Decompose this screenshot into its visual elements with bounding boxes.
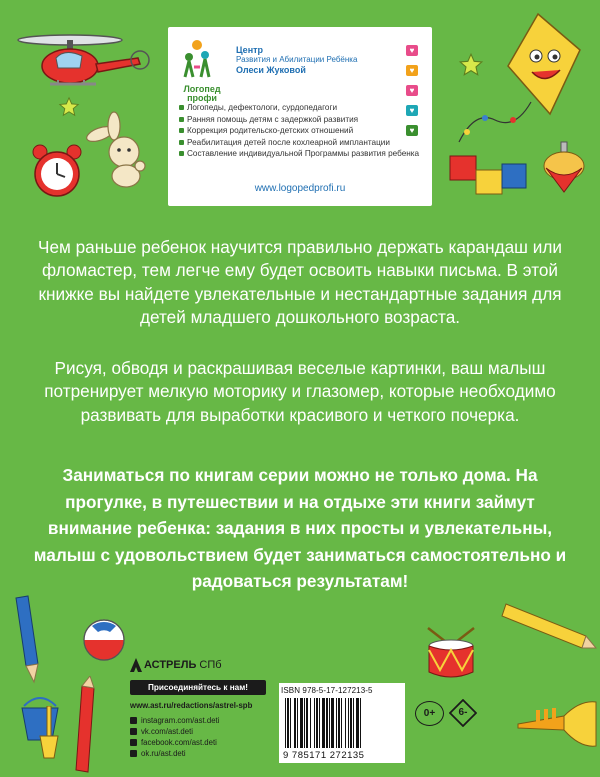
barcode-bar	[285, 698, 286, 748]
center-subtitle: Развития и Абилитации Ребёнка	[236, 55, 358, 64]
barcode-bar	[353, 698, 354, 748]
services-list	[178, 102, 428, 160]
publisher-logo	[130, 658, 266, 672]
center-name: Олеси Жуковой	[236, 65, 306, 75]
center-title: Центр	[236, 45, 264, 55]
barcode-bar	[331, 698, 334, 748]
isbn-barcode-block	[279, 683, 405, 763]
publisher-name-text: АСТРЕЛЬ	[144, 659, 197, 671]
heart-icon: ♥	[406, 105, 418, 116]
star-icon	[58, 96, 80, 118]
barcode-bar	[316, 698, 318, 748]
helicopter-illustration	[10, 18, 160, 98]
logoped-profi-logo	[177, 37, 219, 85]
barcode-bar	[341, 698, 342, 748]
center-website-link[interactable]: www.logopedprofi.ru	[254, 183, 346, 194]
kite-string-illustration	[455, 100, 535, 150]
barcode-bar	[314, 698, 315, 748]
barcode-bar	[306, 698, 308, 748]
list-item: Составление индивидуальной Программы развития ребенка	[178, 148, 428, 160]
join-us-banner: Присоединяйтесь к нам!	[130, 680, 266, 695]
alarm-clock-illustration	[30, 144, 84, 200]
barcode-bar	[297, 698, 298, 748]
ball-illustration	[82, 618, 126, 662]
logo-text-line-1: Логопед	[183, 84, 221, 94]
barcode-bar	[300, 698, 303, 748]
shovel-illustration	[38, 706, 60, 760]
barcode-bar	[336, 698, 337, 748]
barcode-bar	[356, 698, 359, 748]
blocks-illustration	[448, 150, 530, 198]
list-item: Коррекция родительско-детских отношений	[178, 125, 428, 137]
social-link-text: facebook.com/ast.deti	[141, 738, 217, 747]
instagram-icon	[130, 717, 137, 724]
barcode-bar	[326, 698, 328, 748]
barcode-bar	[294, 698, 296, 748]
description-paragraph-1: Чем раньше ребенок научится правильно держать карандаш или фломастер, тем легче ему будет освоить навыки письма. В этой книжке вы найдете увлекательные и нестандартные задания для детей младшего дошкольного возраста.	[38, 237, 562, 327]
social-link-vk[interactable]	[130, 726, 219, 737]
trumpet-illustration	[514, 694, 600, 752]
facebook-icon	[130, 739, 137, 746]
barcode-bar	[304, 698, 305, 748]
logo-wordmark	[182, 85, 222, 103]
description-paragraph-3: Заниматься по книгам серии можно не только дома. На прогулке, в путешествии и на отдыхе эти книги займут внимание ребенка: задания в них просты и увлекательны, малыш с удовольствием будет заниматься самостоятельно и радоваться результатам!	[33, 465, 567, 592]
astrel-logo-icon	[130, 658, 142, 672]
age-rating-circle: 0+	[415, 701, 444, 726]
barcode-bar	[290, 698, 291, 748]
barcode-bar	[287, 698, 289, 748]
description-paragraph-2: Рисуя, обводя и раскрашивая веселые картинки, ваш малыш потренирует мелкую моторику и глазомер, которые необходимо развивать для выработки красивого и четкого почерка.	[44, 358, 556, 425]
isbn-label: ISBN 978-5-17-127213-5	[281, 686, 373, 695]
age-rating-diamond-text: 6-	[458, 707, 468, 718]
barcode-bar	[322, 698, 325, 748]
barcode-bar	[319, 698, 320, 748]
barcode-bar	[310, 698, 311, 748]
age-rating-diamond	[449, 699, 477, 727]
barcode-bar	[348, 698, 349, 748]
list-item: Реабилитация детей после кохлеарной имплантации	[178, 137, 428, 149]
barcode-graphic	[283, 698, 401, 748]
bunny-illustration	[86, 110, 166, 190]
publisher-city: СПб	[199, 659, 222, 671]
heart-icon: ♥	[406, 45, 418, 56]
social-link-facebook[interactable]	[130, 737, 219, 748]
list-item: Логопеды, дефектологи, сурдопедагоги	[178, 102, 428, 114]
heart-icon: ♥	[406, 65, 418, 76]
barcode-bar	[329, 698, 330, 748]
social-link-text: vk.com/ast.deti	[141, 727, 193, 736]
barcode-bar	[338, 698, 340, 748]
social-link-instagram[interactable]	[130, 715, 219, 726]
list-item: Ранняя помощь детям с задержкой развития	[178, 114, 428, 126]
ok-icon	[130, 750, 137, 757]
social-link-ok[interactable]	[130, 748, 219, 759]
vk-icon	[130, 728, 137, 735]
pencil-illustration	[8, 594, 48, 690]
social-links	[130, 715, 219, 759]
barcode-bar	[345, 698, 346, 748]
social-link-text: ok.ru/ast.deti	[141, 749, 186, 758]
logo-text-line-2: профи	[187, 93, 217, 103]
drum-illustration	[422, 624, 480, 682]
barcode-number: 9 785171 272135	[283, 750, 365, 761]
heart-icon: ♥	[406, 125, 418, 136]
pencil-illustration	[62, 676, 106, 774]
publisher-website-link[interactable]: www.ast.ru/redactions/astrel-spb	[130, 701, 253, 710]
pencil-illustration	[500, 590, 598, 650]
heart-icon: ♥	[406, 85, 418, 96]
star-icon	[458, 52, 484, 78]
publisher-name	[144, 659, 222, 671]
center-info-card	[168, 27, 432, 206]
barcode-bar	[350, 698, 352, 748]
social-link-text: instagram.com/ast.deti	[141, 716, 220, 725]
spinning-top-illustration	[540, 140, 588, 196]
barcode-bar	[360, 698, 361, 748]
